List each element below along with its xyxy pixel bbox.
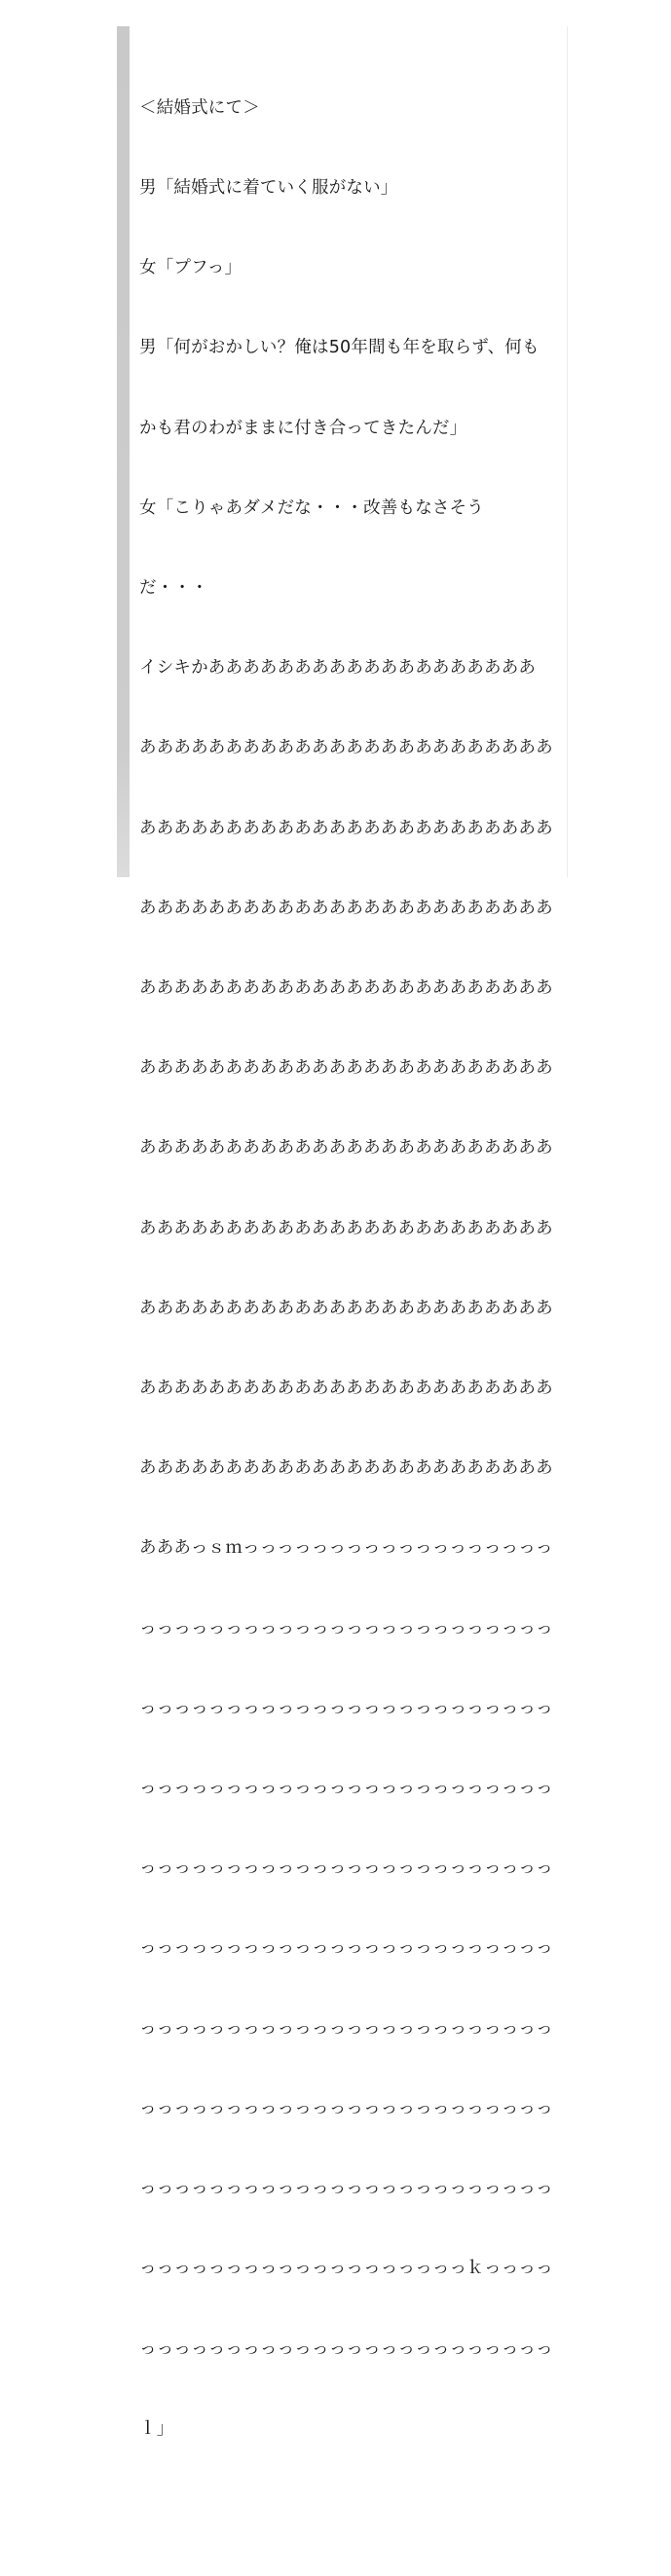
post-body bbox=[139, 42, 558, 2576]
text-line: だ・・・ bbox=[139, 578, 208, 599]
text-line: ああああああああああああああああああああああああ bbox=[139, 898, 553, 918]
text-line: ｌ」 bbox=[139, 2418, 174, 2439]
text-line: ああああああああああああああああああああああああ bbox=[139, 1298, 553, 1318]
text-line: イシキかあああああああああああああああああああ bbox=[139, 658, 537, 679]
text-line: ああああああああああああああああああああああああ bbox=[139, 978, 553, 999]
text-line: っっっっっっっっっっっっっっっっっっっっっっっっ bbox=[139, 2179, 553, 2199]
text-line: ああああああああああああああああああああああああ bbox=[139, 1379, 553, 1399]
text-line: っっっっっっっっっっっっっっっっっっっｋっっっっ bbox=[139, 2259, 553, 2279]
text-line: っっっっっっっっっっっっっっっっっっっっっっっっ bbox=[139, 1698, 553, 1718]
text-line: っっっっっっっっっっっっっっっっっっっっっっっっ bbox=[139, 2338, 553, 2359]
text-line: ああああああああああああああああああああああああ bbox=[139, 1058, 553, 1079]
quote-bar bbox=[117, 26, 130, 877]
post-panel bbox=[117, 26, 568, 2439]
text-line: かも君のわがままに付き合ってきたんだ」 bbox=[139, 418, 467, 438]
text-line: ああああああああああああああああああああああああ bbox=[139, 1138, 553, 1159]
text-line bbox=[139, 2496, 558, 2522]
text-line: ＜結婚式にて＞ bbox=[139, 97, 260, 118]
text-line: 男「結婚式に着ていく服がない」 bbox=[139, 178, 398, 199]
text-line: ああああああああああああああああああああああああ bbox=[139, 738, 553, 758]
text-line: っっっっっっっっっっっっっっっっっっっっっっっっ bbox=[139, 1938, 553, 1959]
text-line: あああっｓｍっっっっっっっっっっっっっっっっっっ bbox=[139, 1538, 553, 1559]
text-line: っっっっっっっっっっっっっっっっっっっっっっっっ bbox=[139, 1858, 553, 1879]
text-line: ああああああああああああああああああああああああ bbox=[139, 1218, 553, 1238]
text-line: っっっっっっっっっっっっっっっっっっっっっっっっ bbox=[139, 1618, 553, 1638]
text-line: 女「こりゃあダメだな・・・改善もなさそう bbox=[139, 497, 484, 518]
text-line: 女「プフっ」 bbox=[139, 258, 242, 278]
text-line: 男「何がおかしい？俺は50年間も年を取らず、何も bbox=[139, 338, 540, 358]
text-line: っっっっっっっっっっっっっっっっっっっっっっっっ bbox=[139, 2098, 553, 2118]
text-line: っっっっっっっっっっっっっっっっっっっっっっっっ bbox=[139, 2018, 553, 2039]
text-line: ああああああああああああああああああああああああ bbox=[139, 818, 553, 838]
text-line: ああああああああああああああああああああああああ bbox=[139, 1458, 553, 1479]
text-line: っっっっっっっっっっっっっっっっっっっっっっっっ bbox=[139, 1779, 553, 1799]
